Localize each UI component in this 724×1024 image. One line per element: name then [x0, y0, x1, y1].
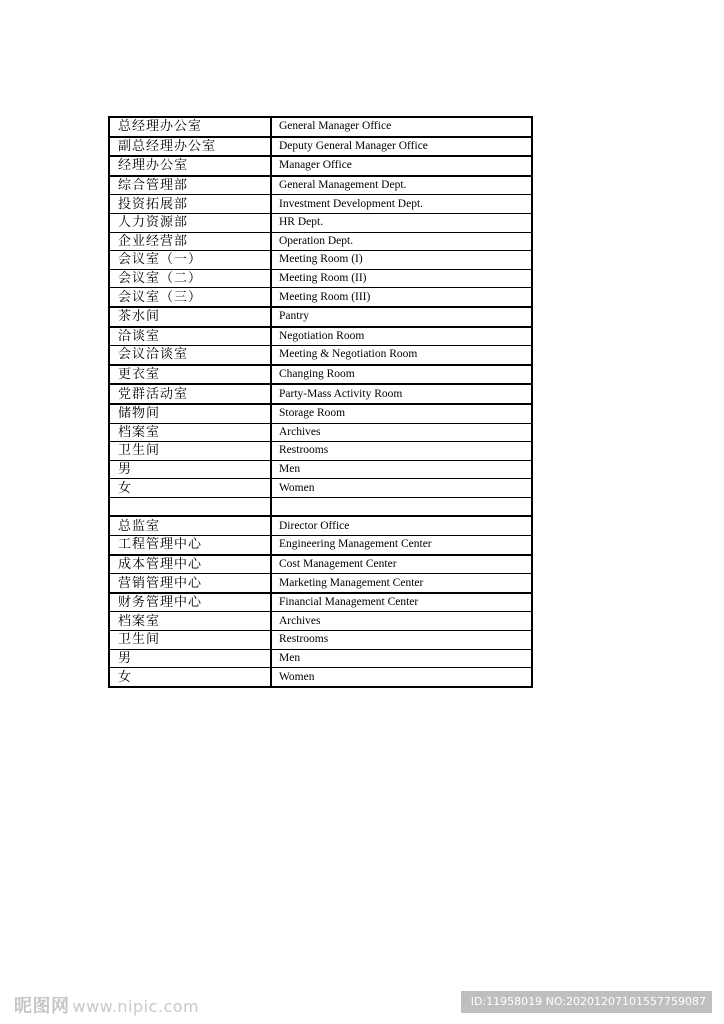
room-name-english: Manager Office — [271, 156, 532, 176]
room-name-english: Meeting Room (II) — [271, 269, 532, 288]
room-name-english: Men — [271, 649, 532, 668]
room-name-chinese: 党群活动室 — [109, 384, 271, 404]
table-row — [109, 327, 532, 346]
table-row — [109, 479, 532, 498]
room-name-english: Investment Development Dept. — [271, 195, 532, 214]
room-name-chinese: 综合管理部 — [109, 176, 271, 195]
table-row — [109, 649, 532, 668]
room-name-chinese: 洽谈室 — [109, 327, 271, 346]
table-row — [109, 460, 532, 479]
room-name-english: Negotiation Room — [271, 327, 532, 346]
table-row — [109, 536, 532, 555]
table-row — [109, 442, 532, 461]
room-name-english: Meeting & Negotiation Room — [271, 346, 532, 365]
table-row — [109, 384, 532, 404]
room-name-english: Operation Dept. — [271, 232, 532, 251]
room-name-chinese — [109, 497, 271, 516]
room-name-english: Changing Room — [271, 365, 532, 385]
room-name-english: Marketing Management Center — [271, 574, 532, 593]
table-row — [109, 251, 532, 270]
table-row — [109, 516, 532, 535]
room-name-english: General Manager Office — [271, 117, 532, 137]
room-name-chinese: 副总经理办公室 — [109, 137, 271, 157]
site-watermark — [14, 992, 199, 1018]
room-name-english: Restrooms — [271, 442, 532, 461]
table-row — [109, 404, 532, 423]
room-name-english: Men — [271, 460, 532, 479]
room-name-chinese: 档案室 — [109, 423, 271, 442]
room-name-chinese: 工程管理中心 — [109, 536, 271, 555]
site-logo: 昵图网 — [14, 996, 70, 1017]
table-row — [109, 346, 532, 365]
room-name-chinese: 会议洽谈室 — [109, 346, 271, 365]
table-row — [109, 232, 532, 251]
room-name-chinese: 企业经营部 — [109, 232, 271, 251]
room-name-chinese: 女 — [109, 668, 271, 687]
room-name-chinese: 茶水间 — [109, 307, 271, 327]
room-name-english: Women — [271, 479, 532, 498]
room-name-chinese: 投资拓展部 — [109, 195, 271, 214]
table-row — [109, 668, 532, 687]
room-name-chinese: 卫生间 — [109, 631, 271, 650]
room-name-english: HR Dept. — [271, 213, 532, 232]
table-row — [109, 423, 532, 442]
room-name-english: Financial Management Center — [271, 593, 532, 612]
room-name-english: Women — [271, 668, 532, 687]
room-name-chinese: 总监室 — [109, 516, 271, 535]
room-name-english: Cost Management Center — [271, 555, 532, 574]
table-row — [109, 593, 532, 612]
room-name-chinese: 男 — [109, 460, 271, 479]
room-name-english: Party-Mass Activity Room — [271, 384, 532, 404]
table-row — [109, 213, 532, 232]
room-name-english: Director Office — [271, 516, 532, 535]
table-row — [109, 156, 532, 176]
room-name-english: Meeting Room (I) — [271, 251, 532, 270]
table-row — [109, 117, 532, 137]
room-name-chinese: 储物间 — [109, 404, 271, 423]
table-row — [109, 555, 532, 574]
table-row — [109, 365, 532, 385]
image-id-text: ID:11958019 NO:20201207101557759087 — [470, 995, 706, 1008]
table-row — [109, 288, 532, 307]
table-row — [109, 631, 532, 650]
room-name-chinese: 会议室（三） — [109, 288, 271, 307]
room-name-english: Meeting Room (III) — [271, 288, 532, 307]
room-name-chinese: 财务管理中心 — [109, 593, 271, 612]
room-name-english: Pantry — [271, 307, 532, 327]
room-name-english: Archives — [271, 423, 532, 442]
room-name-chinese: 成本管理中心 — [109, 555, 271, 574]
room-name-english: Archives — [271, 612, 532, 631]
room-name-english: Storage Room — [271, 404, 532, 423]
table-row — [109, 176, 532, 195]
room-name-chinese: 总经理办公室 — [109, 117, 271, 137]
table-row — [109, 137, 532, 157]
room-name-chinese: 人力资源部 — [109, 213, 271, 232]
table-row — [109, 497, 532, 516]
room-sign-table — [108, 116, 533, 688]
room-name-chinese: 卫生间 — [109, 442, 271, 461]
table-row — [109, 195, 532, 214]
image-id-badge — [461, 991, 712, 1013]
room-name-chinese: 更衣室 — [109, 365, 271, 385]
room-name-chinese: 男 — [109, 649, 271, 668]
table-row — [109, 269, 532, 288]
room-name-chinese: 会议室（二） — [109, 269, 271, 288]
table-row — [109, 612, 532, 631]
room-name-english: General Management Dept. — [271, 176, 532, 195]
table-row — [109, 574, 532, 593]
room-name-chinese: 档案室 — [109, 612, 271, 631]
room-name-chinese: 会议室（一） — [109, 251, 271, 270]
room-name-chinese: 女 — [109, 479, 271, 498]
room-name-chinese: 经理办公室 — [109, 156, 271, 176]
table-row — [109, 307, 532, 327]
room-name-chinese: 营销管理中心 — [109, 574, 271, 593]
room-name-english: Engineering Management Center — [271, 536, 532, 555]
room-name-english: Restrooms — [271, 631, 532, 650]
site-url: www.nipic.com — [72, 997, 200, 1016]
room-name-english: Deputy General Manager Office — [271, 137, 532, 157]
room-name-english — [271, 497, 532, 516]
